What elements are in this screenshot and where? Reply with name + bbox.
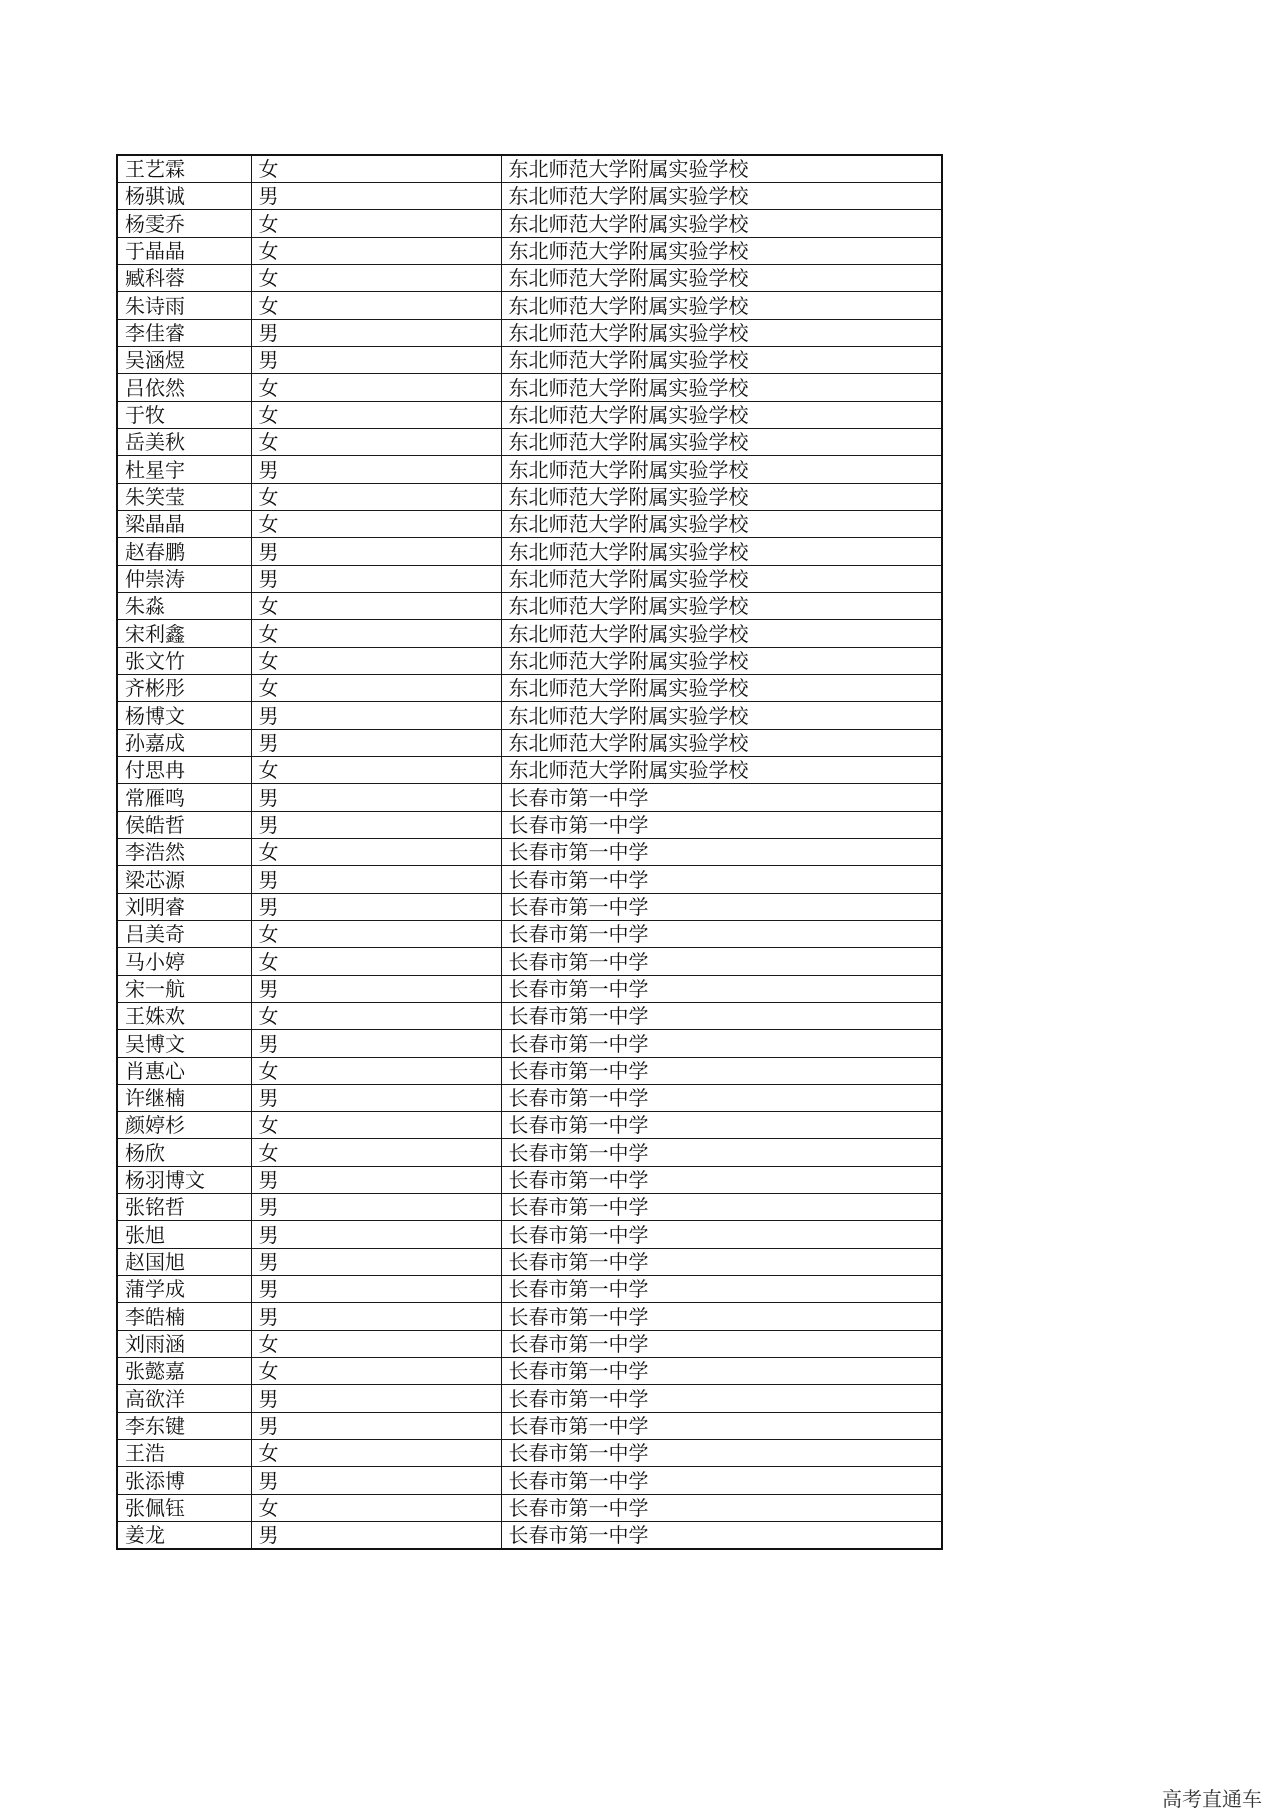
- table-row: [117, 346, 942, 373]
- student-name-cell: 杨骐诚: [117, 183, 251, 210]
- student-name-cell: 赵春鹏: [117, 538, 251, 565]
- gender-cell: 男: [251, 893, 501, 920]
- student-name-cell: 杨博文: [117, 702, 251, 729]
- gender-cell: 男: [251, 1248, 501, 1275]
- student-name-cell: 吕美奇: [117, 920, 251, 947]
- gender-cell: 女: [251, 756, 501, 783]
- school-cell: 长春市第一中学: [501, 1194, 942, 1221]
- table-row: [117, 456, 942, 483]
- school-cell: 长春市第一中学: [501, 1084, 942, 1111]
- student-name-cell: 付思冉: [117, 756, 251, 783]
- table-row: [117, 647, 942, 674]
- student-name-cell: 李东键: [117, 1412, 251, 1439]
- student-name-cell: 于晶晶: [117, 237, 251, 264]
- gender-cell: 男: [251, 1385, 501, 1412]
- gender-cell: 女: [251, 1057, 501, 1084]
- school-cell: 长春市第一中学: [501, 1467, 942, 1494]
- table-row: [117, 183, 942, 210]
- table-row: [117, 1030, 942, 1057]
- school-cell: 东北师范大学附属实验学校: [501, 210, 942, 237]
- table-row: [117, 237, 942, 264]
- school-cell: 长春市第一中学: [501, 1522, 942, 1550]
- gender-cell: 女: [251, 292, 501, 319]
- student-name-cell: 李皓楠: [117, 1303, 251, 1330]
- school-cell: 东北师范大学附属实验学校: [501, 620, 942, 647]
- gender-cell: 女: [251, 483, 501, 510]
- gender-cell: 女: [251, 1330, 501, 1357]
- student-name-cell: 张旭: [117, 1221, 251, 1248]
- gender-cell: 男: [251, 1194, 501, 1221]
- gender-cell: 女: [251, 838, 501, 865]
- gender-cell: 男: [251, 1084, 501, 1111]
- school-cell: 长春市第一中学: [501, 1303, 942, 1330]
- table-row: [117, 1084, 942, 1111]
- school-cell: 长春市第一中学: [501, 1002, 942, 1029]
- gender-cell: 男: [251, 456, 501, 483]
- school-cell: 长春市第一中学: [501, 784, 942, 811]
- school-cell: 长春市第一中学: [501, 1057, 942, 1084]
- student-name-cell: 齐彬彤: [117, 674, 251, 701]
- table-row: [117, 401, 942, 428]
- student-name-cell: 李佳睿: [117, 319, 251, 346]
- gender-cell: 女: [251, 428, 501, 455]
- table-row: [117, 538, 942, 565]
- student-name-cell: 朱笑莹: [117, 483, 251, 510]
- gender-cell: 女: [251, 1139, 501, 1166]
- table-row: [117, 1112, 942, 1139]
- gender-cell: 男: [251, 538, 501, 565]
- gender-cell: 女: [251, 510, 501, 537]
- table-row: [117, 1358, 942, 1385]
- school-cell: 长春市第一中学: [501, 1221, 942, 1248]
- student-name-cell: 杨欣: [117, 1139, 251, 1166]
- gender-cell: 男: [251, 1221, 501, 1248]
- student-name-cell: 臧科蓉: [117, 264, 251, 291]
- gender-cell: 女: [251, 948, 501, 975]
- school-cell: 长春市第一中学: [501, 893, 942, 920]
- student-name-cell: 常雁鸣: [117, 784, 251, 811]
- gender-cell: 男: [251, 346, 501, 373]
- gender-cell: 女: [251, 1440, 501, 1467]
- table-row: [117, 292, 942, 319]
- school-cell: 长春市第一中学: [501, 1494, 942, 1521]
- school-cell: 长春市第一中学: [501, 1412, 942, 1439]
- gender-cell: 女: [251, 1358, 501, 1385]
- student-name-cell: 孙嘉成: [117, 729, 251, 756]
- student-name-cell: 朱淼: [117, 592, 251, 619]
- student-roster-table: [116, 154, 943, 1550]
- student-name-cell: 杨羽博文: [117, 1166, 251, 1193]
- student-name-cell: 岳美秋: [117, 428, 251, 455]
- school-cell: 长春市第一中学: [501, 975, 942, 1002]
- table-row: [117, 210, 942, 237]
- gender-cell: 女: [251, 237, 501, 264]
- student-name-cell: 于牧: [117, 401, 251, 428]
- student-name-cell: 肖惠心: [117, 1057, 251, 1084]
- gender-cell: 男: [251, 975, 501, 1002]
- school-cell: 长春市第一中学: [501, 1030, 942, 1057]
- student-name-cell: 高欲洋: [117, 1385, 251, 1412]
- gender-cell: 女: [251, 374, 501, 401]
- gender-cell: 男: [251, 811, 501, 838]
- table-row: [117, 565, 942, 592]
- table-row: [117, 1276, 942, 1303]
- school-cell: 长春市第一中学: [501, 1112, 942, 1139]
- student-name-cell: 朱诗雨: [117, 292, 251, 319]
- gender-cell: 男: [251, 1303, 501, 1330]
- student-name-cell: 张添博: [117, 1467, 251, 1494]
- school-cell: 东北师范大学附属实验学校: [501, 456, 942, 483]
- school-cell: 东北师范大学附属实验学校: [501, 155, 942, 183]
- gender-cell: 男: [251, 866, 501, 893]
- school-cell: 东北师范大学附属实验学校: [501, 264, 942, 291]
- school-cell: 东北师范大学附属实验学校: [501, 346, 942, 373]
- table-row: [117, 1494, 942, 1521]
- table-row: [117, 483, 942, 510]
- student-name-cell: 姜龙: [117, 1522, 251, 1550]
- gender-cell: 男: [251, 1276, 501, 1303]
- school-cell: 东北师范大学附属实验学校: [501, 674, 942, 701]
- student-name-cell: 梁晶晶: [117, 510, 251, 537]
- student-name-cell: 杨雯乔: [117, 210, 251, 237]
- school-cell: 东北师范大学附属实验学校: [501, 319, 942, 346]
- gender-cell: 男: [251, 1522, 501, 1550]
- gender-cell: 男: [251, 784, 501, 811]
- student-name-cell: 赵国旭: [117, 1248, 251, 1275]
- student-name-cell: 张懿嘉: [117, 1358, 251, 1385]
- student-name-cell: 马小婷: [117, 948, 251, 975]
- student-name-cell: 王浩: [117, 1440, 251, 1467]
- gender-cell: 男: [251, 565, 501, 592]
- school-cell: 东北师范大学附属实验学校: [501, 401, 942, 428]
- school-cell: 东北师范大学附属实验学校: [501, 538, 942, 565]
- gender-cell: 女: [251, 210, 501, 237]
- student-name-cell: 颜婷杉: [117, 1112, 251, 1139]
- student-name-cell: 侯皓哲: [117, 811, 251, 838]
- school-cell: 长春市第一中学: [501, 866, 942, 893]
- gender-cell: 女: [251, 674, 501, 701]
- student-name-cell: 张佩钰: [117, 1494, 251, 1521]
- table-row: [117, 319, 942, 346]
- table-row: [117, 428, 942, 455]
- gender-cell: 女: [251, 401, 501, 428]
- table-row: [117, 838, 942, 865]
- gender-cell: 女: [251, 264, 501, 291]
- roster-body: [117, 155, 942, 1549]
- table-row: [117, 729, 942, 756]
- student-name-cell: 仲崇涛: [117, 565, 251, 592]
- student-name-cell: 张文竹: [117, 647, 251, 674]
- table-row: [117, 893, 942, 920]
- school-cell: 东北师范大学附属实验学校: [501, 483, 942, 510]
- school-cell: 东北师范大学附属实验学校: [501, 729, 942, 756]
- table-row: [117, 1002, 942, 1029]
- school-cell: 长春市第一中学: [501, 1358, 942, 1385]
- gender-cell: 女: [251, 1002, 501, 1029]
- student-name-cell: 刘雨涵: [117, 1330, 251, 1357]
- gender-cell: 男: [251, 1467, 501, 1494]
- table-row: [117, 1194, 942, 1221]
- table-row: [117, 674, 942, 701]
- student-name-cell: 张铭哲: [117, 1194, 251, 1221]
- student-name-cell: 宋利鑫: [117, 620, 251, 647]
- table-row: [117, 1330, 942, 1357]
- table-row: [117, 1385, 942, 1412]
- gender-cell: 男: [251, 183, 501, 210]
- gender-cell: 女: [251, 155, 501, 183]
- school-cell: 东北师范大学附属实验学校: [501, 702, 942, 729]
- table-row: [117, 1139, 942, 1166]
- student-name-cell: 吴涵煜: [117, 346, 251, 373]
- school-cell: 长春市第一中学: [501, 1330, 942, 1357]
- table-row: [117, 1221, 942, 1248]
- school-cell: 东北师范大学附属实验学校: [501, 374, 942, 401]
- table-row: [117, 1412, 942, 1439]
- school-cell: 长春市第一中学: [501, 1139, 942, 1166]
- table-row: [117, 1440, 942, 1467]
- table-row: [117, 784, 942, 811]
- table-row: [117, 756, 942, 783]
- gender-cell: 男: [251, 1412, 501, 1439]
- gender-cell: 女: [251, 1494, 501, 1521]
- table-row: [117, 702, 942, 729]
- gender-cell: 男: [251, 729, 501, 756]
- student-name-cell: 刘明睿: [117, 893, 251, 920]
- student-name-cell: 王艺霖: [117, 155, 251, 183]
- student-name-cell: 李浩然: [117, 838, 251, 865]
- table-row: [117, 510, 942, 537]
- table-row: [117, 1522, 942, 1550]
- table-row: [117, 264, 942, 291]
- gender-cell: 女: [251, 592, 501, 619]
- table-row: [117, 920, 942, 947]
- watermark-text: 高考直通车: [1162, 1787, 1262, 1811]
- gender-cell: 男: [251, 1030, 501, 1057]
- school-cell: 长春市第一中学: [501, 1166, 942, 1193]
- gender-cell: 男: [251, 319, 501, 346]
- table-row: [117, 374, 942, 401]
- school-cell: 东北师范大学附属实验学校: [501, 565, 942, 592]
- table-row: [117, 975, 942, 1002]
- table-row: [117, 620, 942, 647]
- student-name-cell: 宋一航: [117, 975, 251, 1002]
- student-name-cell: 许继楠: [117, 1084, 251, 1111]
- school-cell: 东北师范大学附属实验学校: [501, 756, 942, 783]
- gender-cell: 女: [251, 620, 501, 647]
- table-row: [117, 1467, 942, 1494]
- school-cell: 东北师范大学附属实验学校: [501, 592, 942, 619]
- gender-cell: 男: [251, 702, 501, 729]
- school-cell: 长春市第一中学: [501, 1248, 942, 1275]
- school-cell: 东北师范大学附属实验学校: [501, 428, 942, 455]
- gender-cell: 女: [251, 1112, 501, 1139]
- table-row: [117, 1057, 942, 1084]
- student-name-cell: 吴博文: [117, 1030, 251, 1057]
- student-name-cell: 杜星宇: [117, 456, 251, 483]
- school-cell: 长春市第一中学: [501, 948, 942, 975]
- student-name-cell: 王姝欢: [117, 1002, 251, 1029]
- gender-cell: 女: [251, 920, 501, 947]
- school-cell: 东北师范大学附属实验学校: [501, 510, 942, 537]
- table-row: [117, 948, 942, 975]
- school-cell: 东北师范大学附属实验学校: [501, 183, 942, 210]
- gender-cell: 男: [251, 1166, 501, 1193]
- school-cell: 东北师范大学附属实验学校: [501, 647, 942, 674]
- school-cell: 长春市第一中学: [501, 1276, 942, 1303]
- student-name-cell: 吕依然: [117, 374, 251, 401]
- school-cell: 长春市第一中学: [501, 811, 942, 838]
- table-row: [117, 1303, 942, 1330]
- school-cell: 长春市第一中学: [501, 1440, 942, 1467]
- school-cell: 长春市第一中学: [501, 1385, 942, 1412]
- table-row: [117, 1166, 942, 1193]
- student-name-cell: 梁芯源: [117, 866, 251, 893]
- table-row: [117, 866, 942, 893]
- table-row: [117, 811, 942, 838]
- school-cell: 东北师范大学附属实验学校: [501, 292, 942, 319]
- school-cell: 长春市第一中学: [501, 920, 942, 947]
- table-row: [117, 592, 942, 619]
- student-name-cell: 蒲学成: [117, 1276, 251, 1303]
- school-cell: 长春市第一中学: [501, 838, 942, 865]
- school-cell: 东北师范大学附属实验学校: [501, 237, 942, 264]
- table-row: [117, 155, 942, 183]
- table-row: [117, 1248, 942, 1275]
- gender-cell: 女: [251, 647, 501, 674]
